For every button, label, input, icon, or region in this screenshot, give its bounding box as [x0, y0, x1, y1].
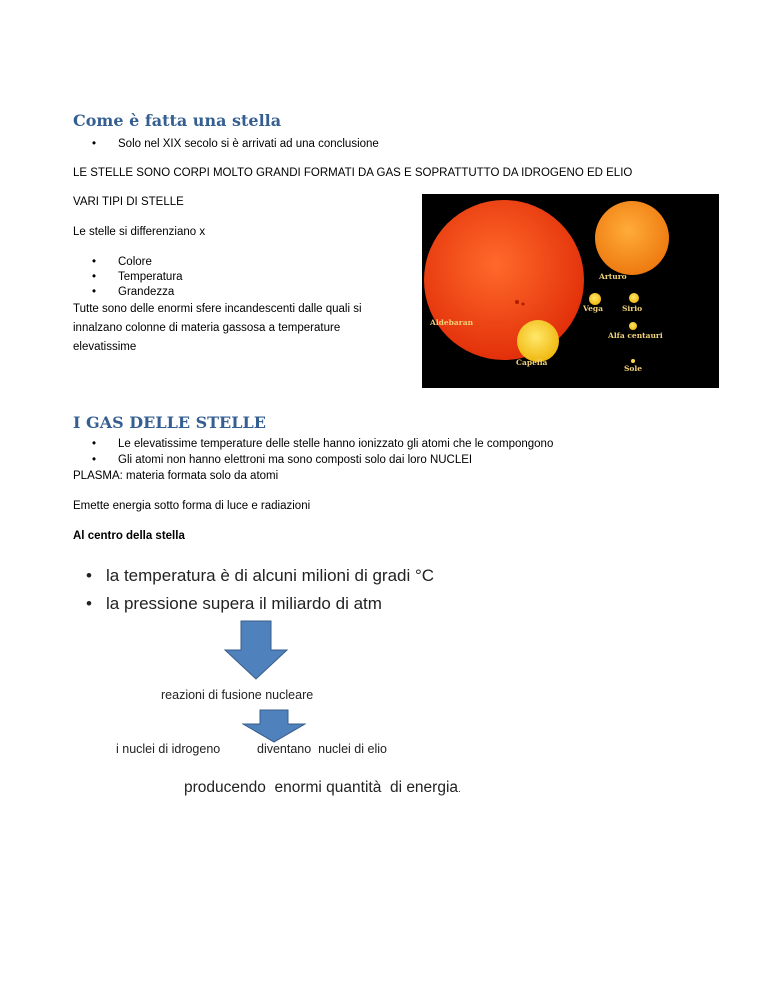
diagram-bullet-pressure: la pressione supera il miliardo di atm — [106, 594, 382, 613]
list-item-colore: Colore — [118, 256, 152, 268]
bullet-dot: • — [86, 594, 92, 613]
label-sole: Sole — [624, 364, 643, 373]
bullet-dot: • — [86, 566, 92, 585]
center-heading: Al centro della stella — [73, 530, 185, 542]
conclusion-text: producendo enormi quantità di energia — [184, 779, 459, 796]
paragraph-line: innalzano colonne di materia gassosa a temperature — [73, 322, 341, 334]
arrow-down-icon — [224, 620, 288, 680]
energy-text: Emette energia sotto forma di luce e radiazioni — [73, 500, 311, 512]
capella-sphere — [517, 320, 559, 362]
arrow-down-icon — [242, 709, 306, 743]
label-alfa-centauri: Alfa centauri — [608, 331, 663, 340]
label-vega: Vega — [583, 304, 604, 313]
paragraph-line: elevatissime — [73, 341, 137, 353]
label-aldebaran: Aldebaran — [430, 318, 474, 327]
energy-conclusion — [184, 779, 461, 797]
types-heading: VARI TIPI DI STELLE — [73, 196, 184, 208]
diff-intro: Le stelle si differenziano x — [73, 226, 206, 238]
sirio-sphere — [629, 293, 639, 303]
sunspot — [522, 303, 525, 306]
bullet-nuclei: Gli atomi non hanno elettroni ma sono composti solo dai loro NUCLEI — [118, 454, 473, 466]
list-item-grandezza: Grandezza — [118, 286, 175, 298]
bullet-dot: • — [92, 454, 97, 466]
list-item-temperatura: Temperatura — [118, 271, 183, 283]
statement-text: LE STELLE SONO CORPI MOLTO GRANDI FORMATI DA GAS E SOPRATTUTTO DA IDROGENO ED ELIO — [73, 167, 633, 179]
diagram-bullet-temperature: la temperatura è di alcuni milioni di gradi °C — [106, 566, 435, 585]
star-comparison-image — [422, 194, 719, 388]
alfa-centauri-sphere — [629, 322, 637, 330]
bullet-dot: • — [92, 286, 97, 298]
section-title-stella: Come è fatta una stella — [73, 111, 282, 130]
sole-sphere — [631, 359, 635, 363]
section-title-gas: I GAS DELLE STELLE — [73, 413, 266, 432]
helium-nuclei-label: diventano nuclei di elio — [257, 742, 387, 756]
bullet-ionization: Le elevatissime temperature delle stelle hanno ionizzato gli atomi che le compongono — [118, 438, 554, 450]
label-capella: Capella — [516, 358, 548, 367]
fusion-label: reazioni di fusione nucleare — [161, 688, 314, 702]
sunspot — [515, 300, 519, 304]
label-arturo: Arturo — [599, 272, 627, 281]
bullet-dot: • — [92, 438, 97, 450]
aldebaran-sphere — [424, 200, 584, 360]
bullet-dot: • — [92, 271, 97, 283]
bullet-conclusion: Solo nel XIX secolo si è arrivati ad una conclusione — [118, 138, 379, 150]
hydrogen-nuclei-label: i nuclei di idrogeno — [116, 742, 221, 756]
plasma-definition: PLASMA: materia formata solo da atomi — [73, 470, 279, 482]
bullet-dot: • — [92, 256, 97, 268]
star-drawing — [422, 194, 719, 388]
paragraph-line: Tutte sono delle enormi sfere incandescenti dalle quali si — [73, 303, 362, 315]
arturo-sphere — [595, 201, 669, 275]
bullet-dot: • — [92, 138, 97, 150]
label-sirio: Sirio — [622, 304, 643, 313]
conclusion-period: . — [458, 784, 461, 795]
